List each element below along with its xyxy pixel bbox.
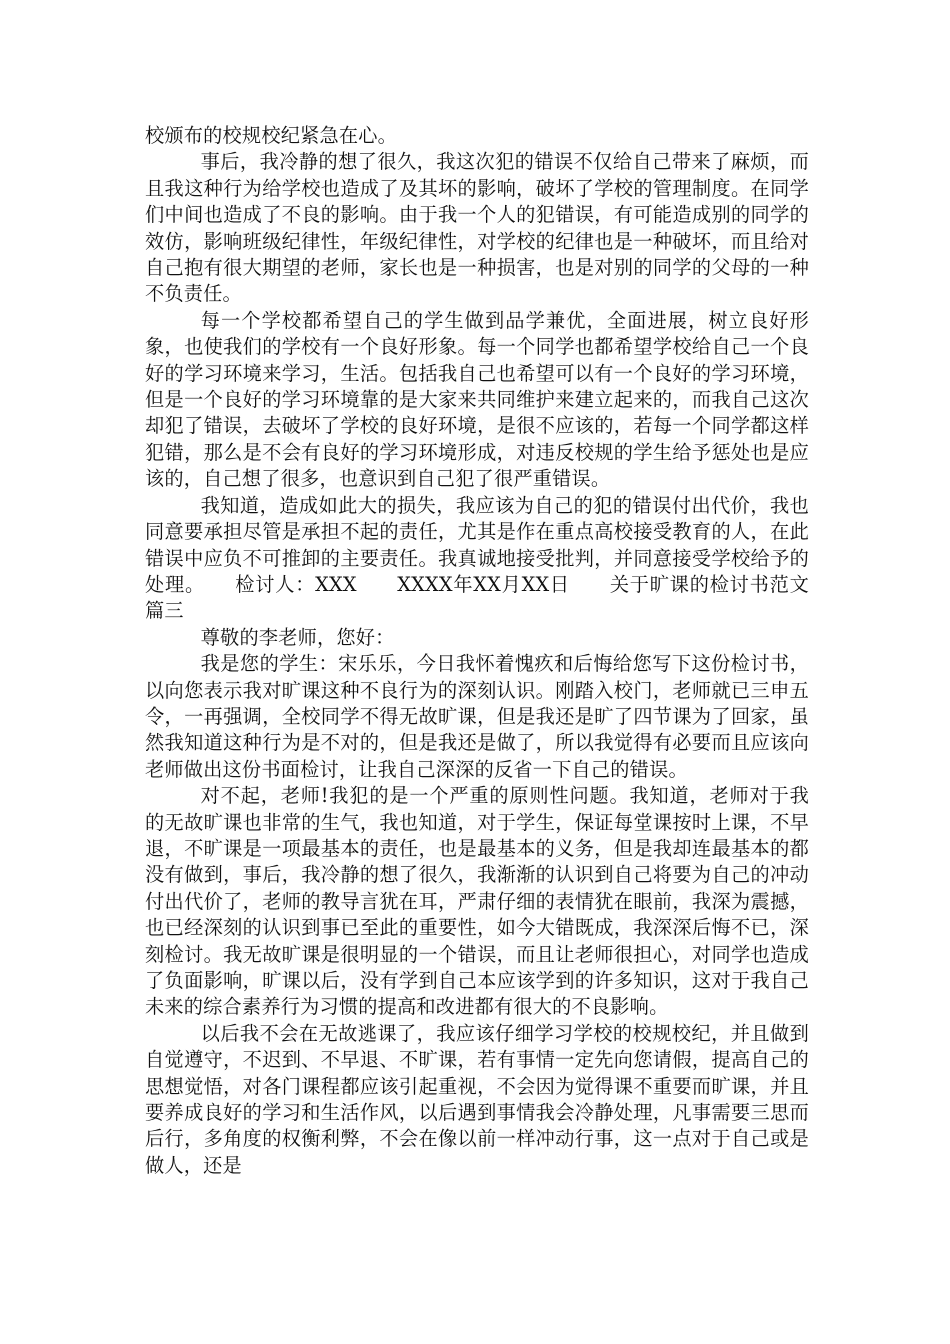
paragraph-1: 校颁布的校规校纪紧急在心。 xyxy=(145,124,398,147)
document-body xyxy=(145,123,809,1179)
paragraph-2: 事后，我冷静的想了很久，我这次犯的错误不仅给自己带来了麻烦，而且我这种行为给学校也造成了及其坏的影响，破坏了学校的管理制度。在同学们中间也造成了不良的影响。由于我一个人的犯错误，有可能造成别的同学的效仿，影响班级纪律性，年级纪律性，对学校的纪律也是一种破坏，而且给对自己抱有很大期望的老师，家长也是一种损害，也是对别的同学的父母的一种不负责任。 xyxy=(145,150,809,306)
paragraph-7: 对不起，老师!我犯的是一个严重的原则性问题。我知道，老师对于我的无故旷课也非常的生气，我也知道，对于学生，保证每堂课按时上课，不早退，不旷课是一项最基本的责任，也是最基本的义务，但是我却连最基本的都没有做到，事后，我冷静的想了很久，我渐渐的认识到自己将要为自己的冲动付出代价了，老师的教导言犹在耳，严肃仔细的表情犹在眼前，我深为震撼，也已经深刻的认识到事已至此的重要性，如今大错既成，我深深后悔不已，深刻检讨。我无故旷课是很明显的一个错误，而且让老师很担心，对同学也造成了负面影响，旷课以后，没有学到自己本应该学到的许多知识，这对于我自己未来的综合素养行为习惯的提高和改进都有很大的不良影响。 xyxy=(145,784,809,1019)
paragraph-3: 每一个学校都希望自己的学生做到品学兼优，全面进展，树立良好形象，也使我们的学校有一个良好形象。每一个同学也都希望学校给自己一个良好的学习环境来学习，生活。包括我自己也希望可以有一个良好的学习环境，但是一个良好的学习环境靠的是大家来共同维护来建立起来的，而我自己这次却犯了错误，去破坏了学校的良好环境，是很不应该的，若每一个同学都这样犯错，那么是不会有良好的学习环境形成，对违反校规的学生给予惩处也是应该的，自己想了很多，也意识到自己犯了很严重错误。 xyxy=(145,308,809,491)
paragraph-6: 我是您的学生：宋乐乐，今日我怀着愧疚和后悔给您写下这份检讨书，以向您表示我对旷课这种不良行为的深刻认识。刚踏入校门，老师就已三申五令，一再强调，全校同学不得无故旷课，但是我还是旷了四节课为了回家，虽然我知道这种行为是不对的，但是我还是做了，所以我觉得有必要而且应该向老师做出这份书面检讨，让我自己深深的反省一下自己的错误。 xyxy=(145,652,809,781)
paragraph-8: 以后我不会在无故逃课了，我应该仔细学习学校的校规校纪，并且做到自觉遵守，不迟到、不早退、不旷课，若有事情一定先向您请假，提高自己的思想觉悟，对各门课程都应该引起重视，不会因为觉得课不重要而旷课，并且要养成良好的学习和生活作风，以后遇到事情我会冷静处理，凡事需要三思而后行，多角度的权衡利弊，不会在像以前一样冲动行事，这一点对于自己或是做人，还是 xyxy=(145,1021,809,1177)
paragraph-4: 我知道，造成如此大的损失，我应该为自己的犯的错误付出代价，我也同意要承担尽管是承担不起的责任，尤其是作在重点高校接受教育的人，在此错误中应负不可推卸的主要责任。我真诚地接受批判，并同意接受学校给予的处理。 检讨人：XXX XXXX年XX月XX日 关于旷课的检讨书范文篇三 xyxy=(145,493,809,623)
salutation: 尊敬的李老师，您好： xyxy=(200,625,395,649)
